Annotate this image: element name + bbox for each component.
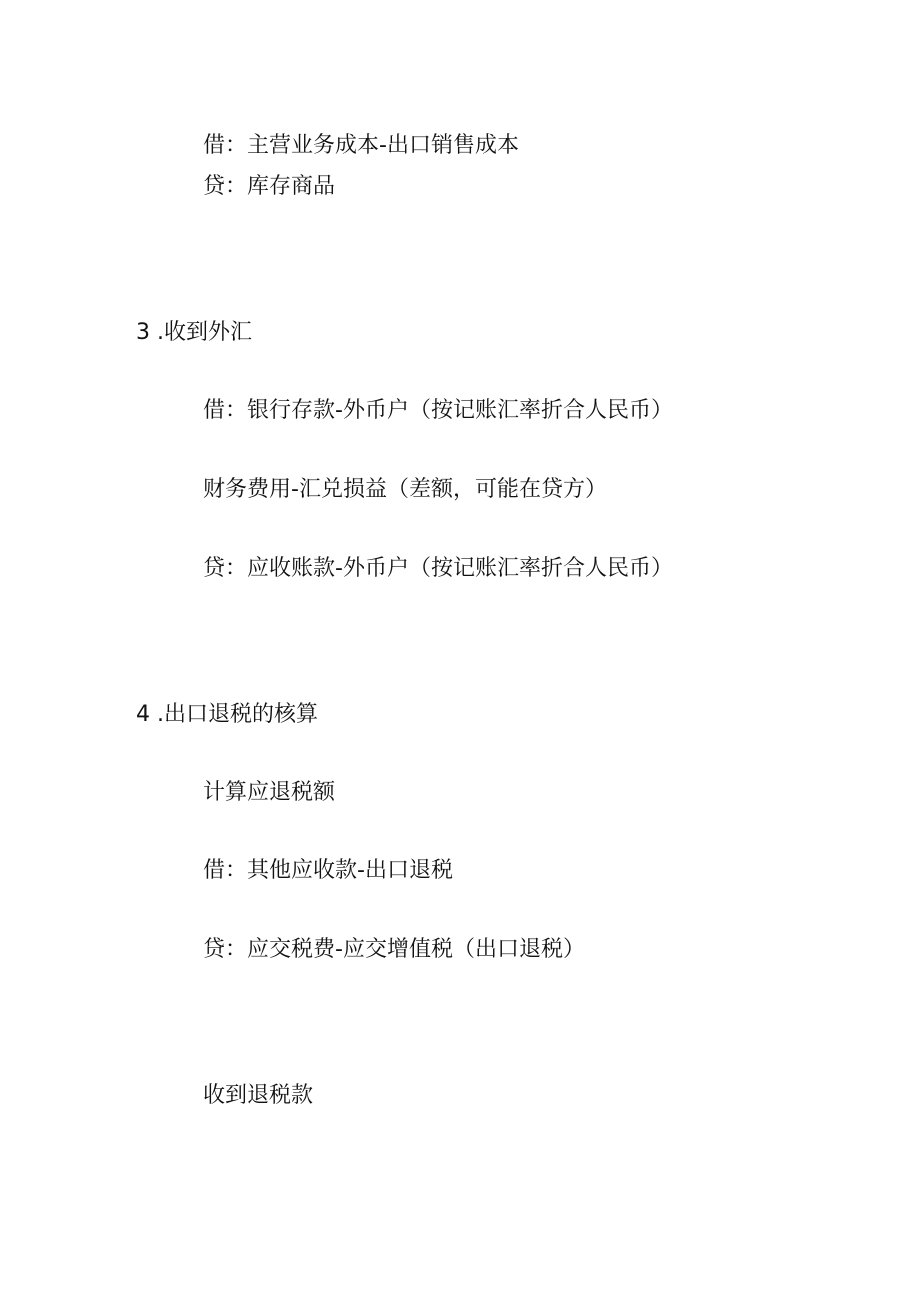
- debit-entry-bank-deposit: 借：银行存款-外币户（按记账汇率折合人民币）: [203, 398, 673, 423]
- credit-entry-accounts-receivable: 贷：应收账款-外币户（按记账汇率折合人民币）: [203, 556, 673, 581]
- section-4-heading: 4 .出口退税的核算: [136, 702, 318, 727]
- section-3-heading: 3 .收到外汇: [136, 320, 252, 345]
- credit-entry-taxes-payable: 贷：应交税费-应交增值税（出口退税）: [203, 937, 585, 962]
- receive-refund-title: 收到退税款: [203, 1083, 314, 1108]
- credit-entry-inventory: 贷：库存商品: [203, 174, 336, 199]
- debit-entry-cost-of-sales: 借：主营业务成本-出口销售成本: [203, 133, 519, 158]
- entry-financial-expense: 财务费用-汇兑损益（差额，可能在贷方）: [203, 477, 607, 502]
- calc-refund-title: 计算应退税额: [203, 780, 336, 805]
- debit-entry-other-receivables: 借：其他应收款-出口退税: [203, 858, 453, 883]
